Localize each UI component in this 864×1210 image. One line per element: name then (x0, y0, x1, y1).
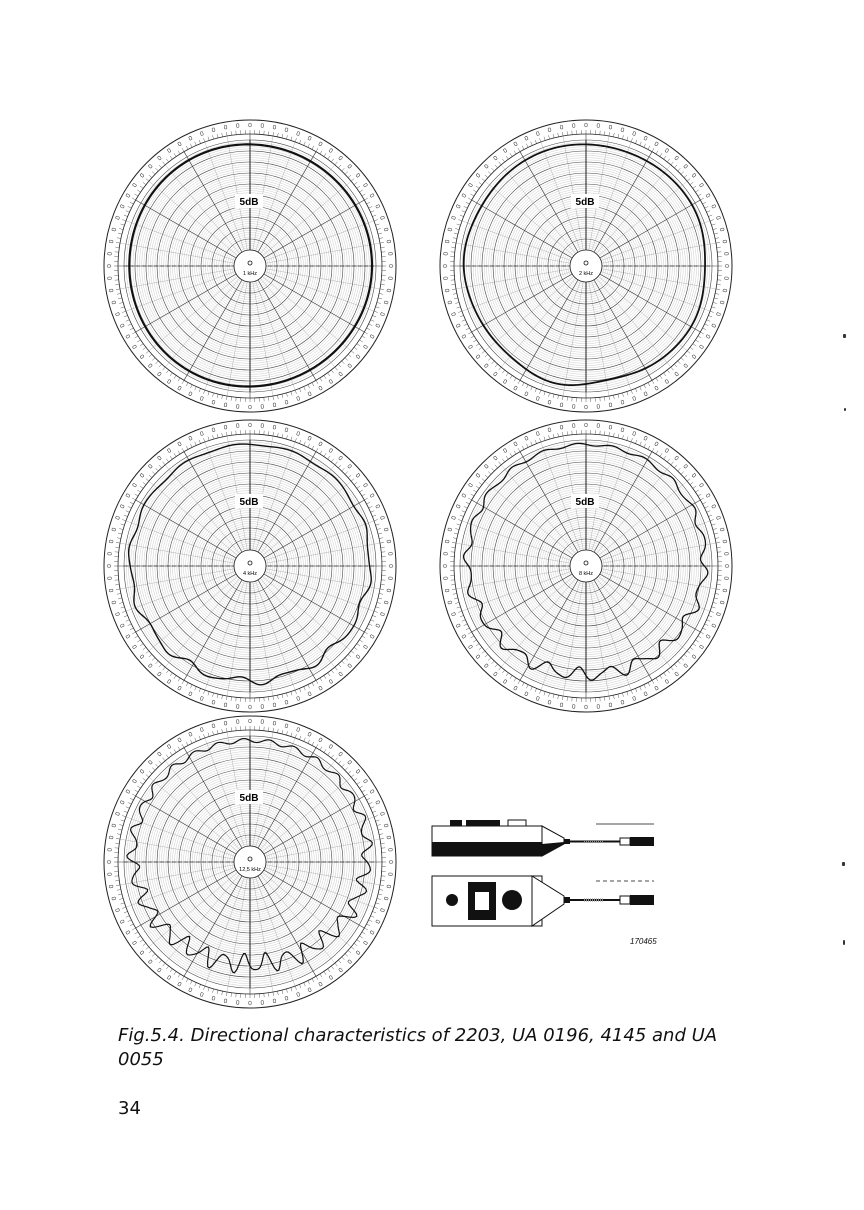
figure-reference-number: 170465 (630, 937, 657, 946)
scale-label: 5dB (239, 197, 259, 208)
figure-caption (118, 1024, 758, 1072)
frequency-label: 2 kHz (578, 271, 594, 277)
center-hub (570, 250, 602, 282)
polar-chart-1khz (100, 116, 400, 416)
scan-speck (843, 334, 846, 338)
frequency-label: 1 kHz (242, 271, 258, 277)
scan-speck (844, 408, 846, 411)
polar-chart-svg (100, 416, 400, 716)
scale-label: 5dB (239, 497, 259, 508)
caption-text: Directional characteristics of 2203, UA 0196, 4145 and UA 0055 (118, 1025, 718, 1070)
center-hub (234, 846, 266, 878)
polar-chart-svg (100, 712, 400, 1012)
polar-chart-12-5khz (100, 712, 400, 1012)
polar-chart-svg (436, 416, 736, 716)
center-hub (234, 250, 266, 282)
polar-chart-svg (436, 116, 736, 416)
frequency-label: 8 kHz (578, 571, 594, 577)
instrument-diagram (424, 808, 664, 938)
polar-chart-2khz (436, 116, 736, 416)
instrument-front-view (432, 876, 654, 926)
caption-number: Fig.5.4. (118, 1025, 185, 1046)
scale-label: 5dB (575, 497, 595, 508)
instrument-diagram-svg (424, 808, 664, 938)
polar-chart-svg (100, 116, 400, 416)
scan-speck (843, 940, 845, 945)
instrument-side-view (432, 820, 654, 856)
page-number: 34 (118, 1098, 141, 1119)
scale-label: 5dB (575, 197, 595, 208)
frequency-label: 12,5 kHz (239, 867, 261, 873)
polar-chart-4khz (100, 416, 400, 716)
frequency-label: 4 kHz (242, 571, 258, 577)
center-hub (234, 550, 266, 582)
center-hub (570, 550, 602, 582)
scan-speck (842, 862, 845, 866)
scale-label: 5dB (239, 793, 259, 804)
polar-chart-8khz (436, 416, 736, 716)
